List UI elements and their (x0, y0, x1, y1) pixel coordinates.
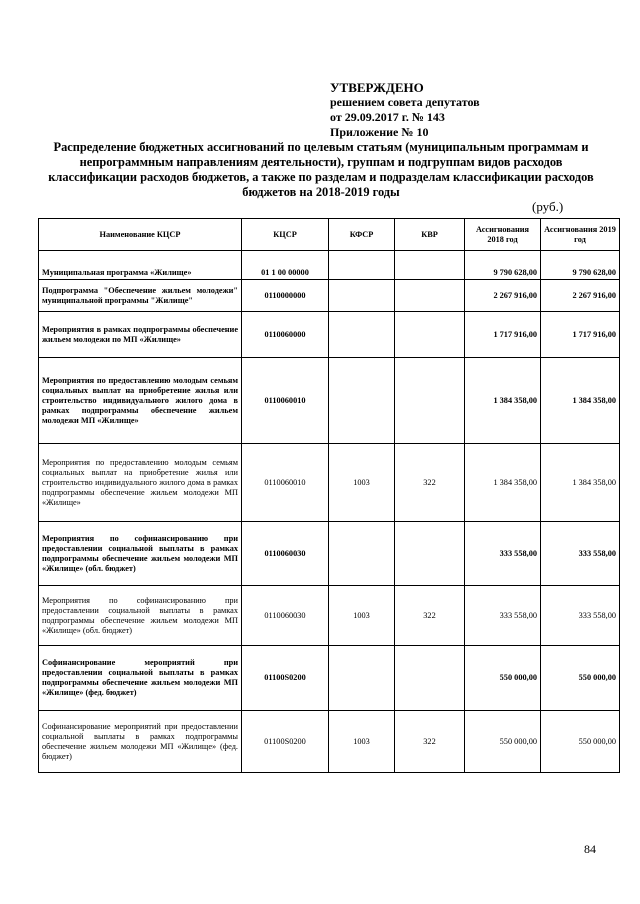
row-amount-2018: 550 000,00 (465, 711, 541, 773)
row-kvr: 322 (395, 586, 465, 646)
row-amount-2019: 2 267 916,00 (541, 280, 620, 312)
row-kfsr: 1003 (329, 586, 395, 646)
row-name: Мероприятия в рамках подпрограммы обеспечение жильем молодежи по МП «Жилище» (39, 312, 242, 358)
row-kvr (395, 251, 465, 280)
row-kcsr: 0110060030 (242, 522, 329, 586)
budget-table (38, 218, 620, 773)
table-row (39, 251, 620, 280)
approval-title: УТВЕРЖДЕНО (330, 80, 424, 95)
col-header-kcsr: КЦСР (242, 219, 329, 251)
row-kvr (395, 358, 465, 444)
row-kfsr (329, 280, 395, 312)
table-row (39, 358, 620, 444)
row-amount-2019: 1 384 358,00 (541, 444, 620, 522)
row-kvr (395, 312, 465, 358)
table-row (39, 522, 620, 586)
row-kcsr: 01100S0200 (242, 711, 329, 773)
row-amount-2019: 1 717 916,00 (541, 312, 620, 358)
row-kfsr (329, 312, 395, 358)
row-kvr (395, 646, 465, 711)
col-header-name: Наименование КЦСР (39, 219, 242, 251)
row-amount-2019: 550 000,00 (541, 711, 620, 773)
row-kcsr: 01100S0200 (242, 646, 329, 711)
row-kvr (395, 522, 465, 586)
row-name: Софинансирование мероприятий при предоставлении социальной выплаты в рамках подпрограммы обеспечение жильем молодежи МП «Жилище» (фед. бюджет) (39, 646, 242, 711)
col-header-kfsr: КФСР (329, 219, 395, 251)
table-row (39, 711, 620, 773)
row-kfsr (329, 646, 395, 711)
row-amount-2019: 333 558,00 (541, 586, 620, 646)
row-amount-2018: 1 717 916,00 (465, 312, 541, 358)
row-name: Мероприятия по предоставлению молодым семьям социальных выплат на приобретение жилья или строительство индивидуального жилого дома в рамках подпрограммы обеспечение жильем молодежи МП «Жилище» (39, 358, 242, 444)
row-kcsr: 0110060010 (242, 444, 329, 522)
row-amount-2018: 550 000,00 (465, 646, 541, 711)
row-name: Мероприятия по предоставлению молодым семьям социальных выплат на приобретение жилья или строительство индивидуального жилого дома в рамках подпрограммы обеспечение жильем молодежи МП «Жилище» (39, 444, 242, 522)
row-amount-2018: 333 558,00 (465, 522, 541, 586)
table-row (39, 312, 620, 358)
row-name: Подпрограмма "Обеспечение жильем молодежи" муниципальной программы "Жилище" (39, 280, 242, 312)
row-amount-2019: 550 000,00 (541, 646, 620, 711)
approval-line-appendix: Приложение № 10 (330, 125, 429, 139)
table-row (39, 586, 620, 646)
row-amount-2018: 1 384 358,00 (465, 358, 541, 444)
row-name: Софинансирование мероприятий при предоставлении социальной выплаты в рамках подпрограммы обеспечение жильем молодежи МП «Жилище» (фед. бюджет) (39, 711, 242, 773)
row-kfsr (329, 522, 395, 586)
col-header-2019: Ассигнования 2019 год (541, 219, 620, 251)
table-row (39, 280, 620, 312)
approval-block (330, 80, 480, 140)
approval-line-decision: решением совета депутатов (330, 95, 480, 109)
row-amount-2018: 2 267 916,00 (465, 280, 541, 312)
row-name: Мероприятия по софинансированию при предоставлении социальной выплаты в рамках подпрограммы обеспечение жильем молодежи МП «Жилище» (обл. бюджет) (39, 522, 242, 586)
currency-unit: (руб.) (532, 199, 564, 214)
col-header-kvr: КВР (395, 219, 465, 251)
row-kvr: 322 (395, 444, 465, 522)
col-header-2018: Ассигнования 2018 год (465, 219, 541, 251)
table-header-row (39, 219, 620, 251)
row-kcsr: 0110060030 (242, 586, 329, 646)
row-kvr (395, 280, 465, 312)
row-amount-2018: 9 790 628,00 (465, 251, 541, 280)
row-kcsr: 0110060010 (242, 358, 329, 444)
row-kfsr: 1003 (329, 444, 395, 522)
row-kcsr: 0110060000 (242, 312, 329, 358)
row-kcsr: 0110000000 (242, 280, 329, 312)
row-amount-2019: 1 384 358,00 (541, 358, 620, 444)
row-kvr: 322 (395, 711, 465, 773)
row-kcsr: 01 1 00 00000 (242, 251, 329, 280)
row-amount-2019: 9 790 628,00 (541, 251, 620, 280)
row-name: Муниципальная программа «Жилище» (39, 251, 242, 280)
table-row (39, 444, 620, 522)
approval-line-date: от 29.09.2017 г. № 143 (330, 110, 445, 124)
table-row (39, 646, 620, 711)
row-amount-2018: 1 384 358,00 (465, 444, 541, 522)
page-number: 84 (584, 842, 596, 856)
row-kfsr: 1003 (329, 711, 395, 773)
row-name: Мероприятия по софинансированию при предоставлении социальной выплаты в рамках подпрограммы обеспечение жильем молодежи МП «Жилище» (обл. бюджет) (39, 586, 242, 646)
row-kfsr (329, 251, 395, 280)
row-amount-2019: 333 558,00 (541, 522, 620, 586)
row-kfsr (329, 358, 395, 444)
document-title: Распределение бюджетных ассигнований по целевым статьям (муниципальным программам и непрограммным направлениям деятельности), группам и подгруппам видов расходов классификации расходов бюджетов, а также по разделам и подразделам классификации расходов бюджетов на 2018-2019 годы (48, 140, 594, 199)
row-amount-2018: 333 558,00 (465, 586, 541, 646)
